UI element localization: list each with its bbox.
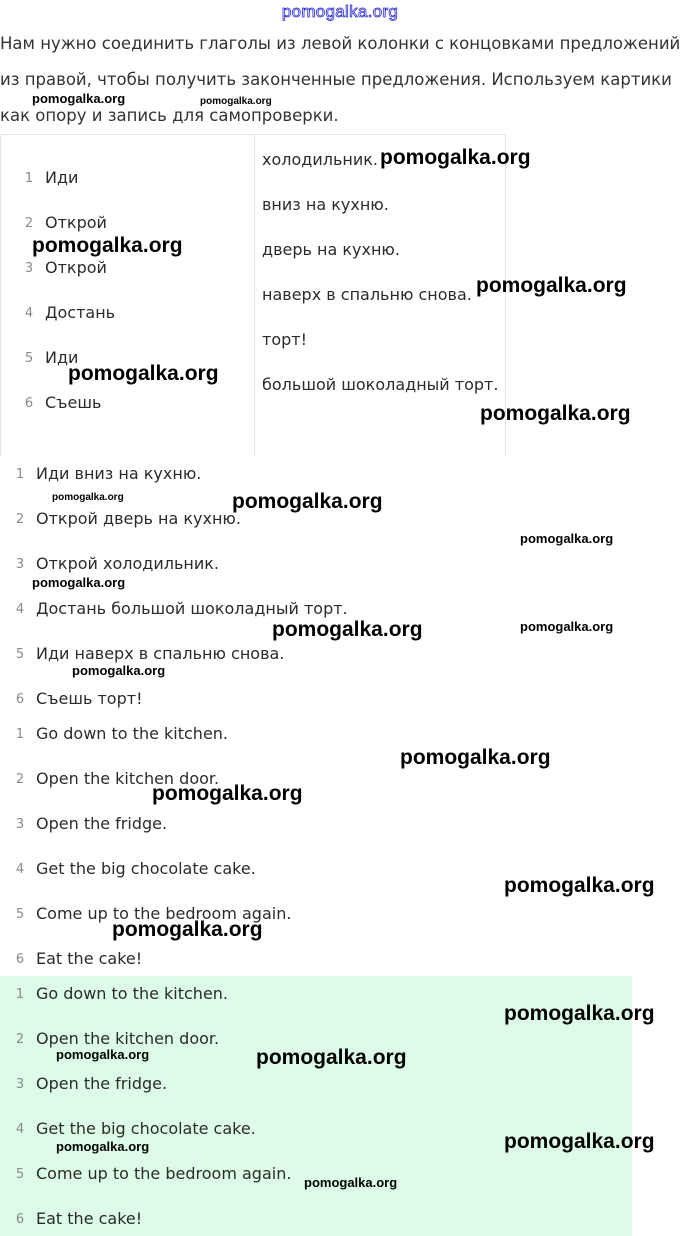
table-left-verb: Достань xyxy=(45,303,116,322)
russian-answer-sentence: Открой дверь на кухню. xyxy=(36,509,241,528)
answer-number: 1 xyxy=(15,467,25,482)
table-left-number: 1 xyxy=(24,171,34,186)
english-answer-sentence: Eat the cake! xyxy=(36,949,143,968)
watermark: pomogalka.org xyxy=(32,234,183,257)
table-right-ending: холодильник. xyxy=(262,150,378,169)
russian-answer-sentence: Иди вниз на кухню. xyxy=(36,464,202,483)
highlighted-answer-sentence: Get the big chocolate cake. xyxy=(36,1119,256,1138)
highlighted-answer-sentence: Eat the cake! xyxy=(36,1209,143,1228)
answer-number: 1 xyxy=(15,727,25,742)
highlighted-answer-sentence: Come up to the bedroom again. xyxy=(36,1164,292,1183)
answer-number: 5 xyxy=(15,647,25,662)
highlighted-answer-sentence: Open the fridge. xyxy=(36,1074,168,1093)
russian-answer-sentence: Съешь торт! xyxy=(36,689,143,708)
english-answer-sentence: Open the kitchen door. xyxy=(36,769,220,788)
intro-line-2: из правой, чтобы получить законченные предложения. Используем картики xyxy=(0,70,672,89)
watermark: pomogalka.org xyxy=(480,402,631,425)
watermark: pomogalka.org xyxy=(520,531,614,546)
watermark: pomogalka.org xyxy=(56,1139,150,1154)
answer-number: 1 xyxy=(15,987,25,1002)
table-left-verb: Съешь xyxy=(45,393,102,412)
watermark: pomogalka.org xyxy=(272,618,423,641)
table-right-ending: торт! xyxy=(262,330,307,349)
watermark: pomogalka.org xyxy=(232,490,383,513)
answer-number: 6 xyxy=(15,952,25,967)
english-answer-sentence: Open the fridge. xyxy=(36,814,168,833)
highlighted-answer-sentence: Go down to the kitchen. xyxy=(36,984,229,1003)
answer-number: 2 xyxy=(15,772,25,787)
table-left-number: 2 xyxy=(24,216,34,231)
table-right-ending: вниз на кухню. xyxy=(262,195,389,214)
answer-number: 2 xyxy=(15,512,25,527)
intro-line-3: как опору и запись для самопроверки. xyxy=(0,106,339,125)
english-answer-sentence: Come up to the bedroom again. xyxy=(36,904,292,923)
highlighted-answer-sentence: Open the kitchen door. xyxy=(36,1029,220,1048)
table-left-number: 6 xyxy=(24,396,34,411)
watermark: pomogalka.org xyxy=(304,1175,398,1190)
answer-number: 5 xyxy=(15,1167,25,1182)
answer-number: 4 xyxy=(15,602,25,617)
watermark: pomogalka.org xyxy=(476,274,627,297)
russian-answer-sentence: Достань большой шоколадный торт. xyxy=(36,599,348,618)
english-answer-sentence: Go down to the kitchen. xyxy=(36,724,229,743)
watermark: pomogalka.org xyxy=(380,146,531,169)
answer-number: 3 xyxy=(15,557,25,572)
answer-number: 4 xyxy=(15,862,25,877)
intro-line-1: Нам нужно соединить глаголы из левой колонки с концовками предложений xyxy=(0,34,680,53)
table-left-verb: Иди xyxy=(45,168,79,187)
watermark: pomogalka.org xyxy=(200,96,272,107)
watermark: pomogalka.org xyxy=(32,91,126,106)
russian-answer-sentence: Открой холодильник. xyxy=(36,554,220,573)
watermark: pomogalka.org xyxy=(56,1047,150,1062)
watermark: pomogalka.org xyxy=(52,492,124,503)
answer-number: 3 xyxy=(15,1077,25,1092)
table-left-number: 3 xyxy=(24,261,34,276)
english-answer-sentence: Get the big chocolate cake. xyxy=(36,859,256,878)
watermark: pomogalka.org xyxy=(32,575,126,590)
table-right-ending: большой шоколадный торт. xyxy=(262,375,499,394)
table-left-number: 4 xyxy=(24,306,34,321)
watermark: pomogalka.org xyxy=(504,1002,655,1025)
table-left-verb: Иди xyxy=(45,348,79,367)
watermark: pomogalka.org xyxy=(112,918,263,941)
watermark: pomogalka.org xyxy=(504,874,655,897)
russian-answer-sentence: Иди наверх в спальню снова. xyxy=(36,644,285,663)
table-left-number: 5 xyxy=(24,351,34,366)
table-left-verb: Открой xyxy=(45,213,107,232)
watermark: pomogalka.org xyxy=(504,1130,655,1153)
site-header-link[interactable]: pomogalka.org xyxy=(281,2,399,21)
watermark: pomogalka.org xyxy=(400,746,551,769)
table-right-ending: наверх в спальню снова. xyxy=(262,285,472,304)
answer-number: 4 xyxy=(15,1122,25,1137)
table-left-verb: Открой xyxy=(45,258,107,277)
table-divider xyxy=(254,134,255,456)
watermark: pomogalka.org xyxy=(256,1046,407,1069)
watermark: pomogalka.org xyxy=(72,663,166,678)
answer-number: 3 xyxy=(15,817,25,832)
answer-number: 6 xyxy=(15,692,25,707)
answer-number: 2 xyxy=(15,1032,25,1047)
watermark: pomogalka.org xyxy=(520,619,614,634)
watermark: pomogalka.org xyxy=(68,362,219,385)
watermark: pomogalka.org xyxy=(152,782,303,805)
answer-number: 6 xyxy=(15,1212,25,1227)
answer-number: 5 xyxy=(15,907,25,922)
table-right-ending: дверь на кухню. xyxy=(262,240,400,259)
